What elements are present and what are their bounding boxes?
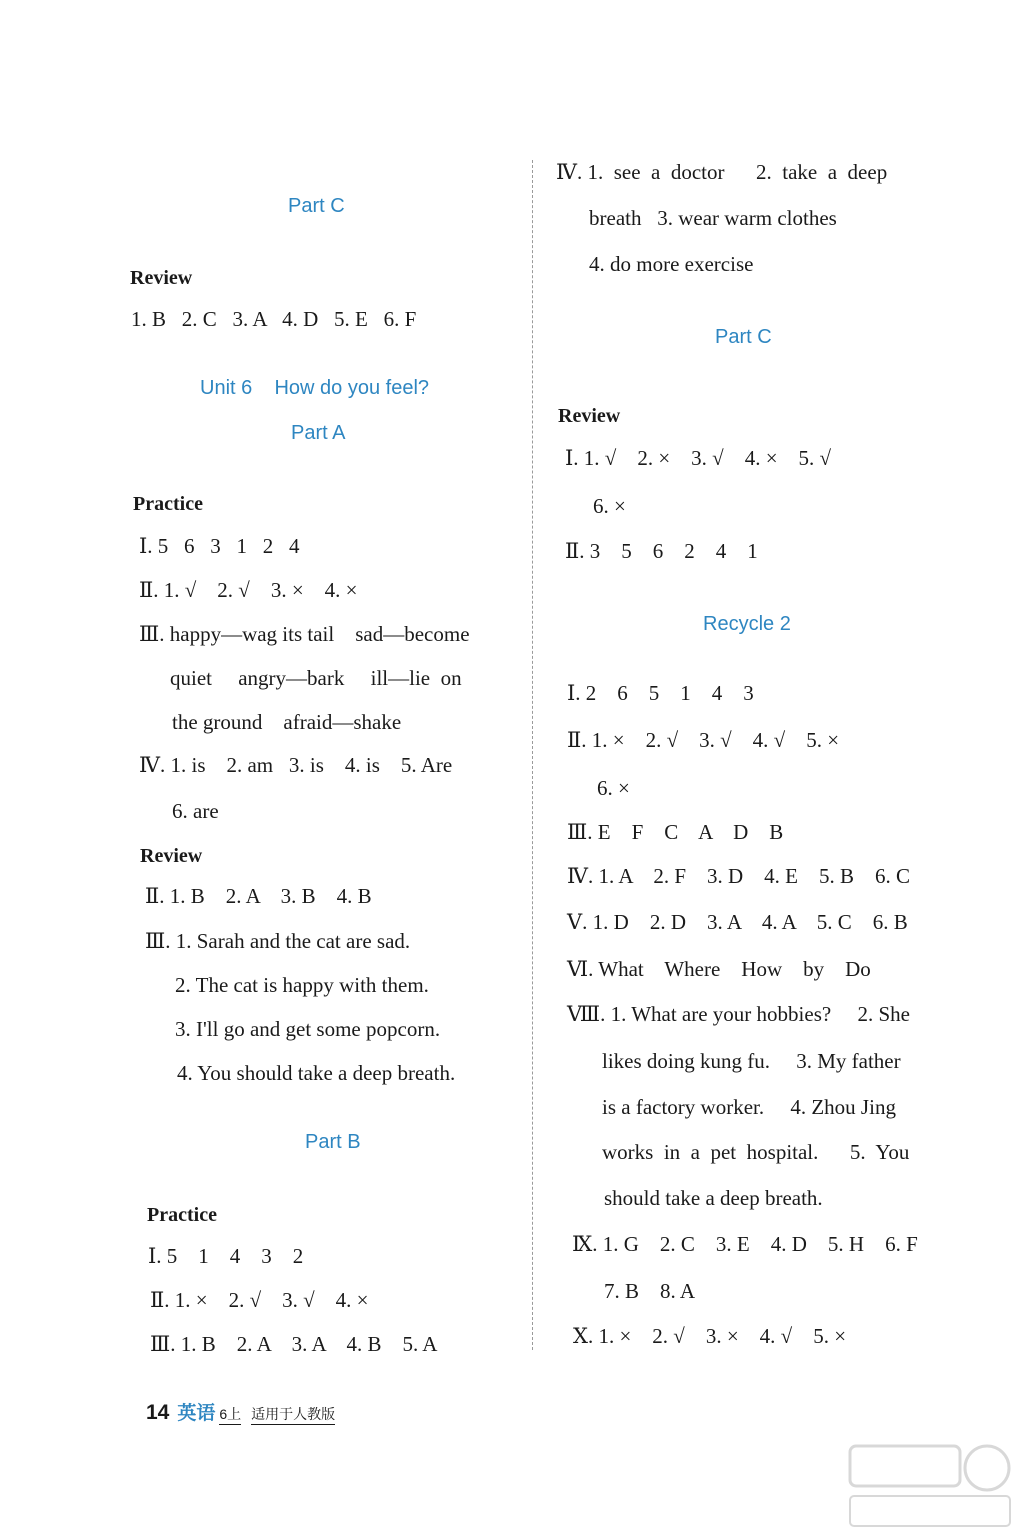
practice-line: Ⅳ. 1. is 2. am 3. is 4. is 5. Are [139, 753, 453, 777]
practice-line: quiet angry—bark ill—lie on [170, 666, 462, 690]
right-line: 4. do more exercise [589, 252, 754, 276]
review-line: 6. × [593, 494, 626, 518]
recycle-line: likes doing kung fu. 3. My father [602, 1049, 901, 1073]
recycle-line: Ⅹ. 1. × 2. √ 3. × 4. √ 5. × [573, 1324, 847, 1348]
right-line: breath 3. wear warm clothes [589, 206, 837, 230]
watermark-logo [842, 1440, 1017, 1532]
practice-line: Ⅱ. 1. × 2. √ 3. √ 4. × [150, 1288, 369, 1312]
left-review-heading: Review [130, 267, 193, 289]
recycle-line: works in a pet hospital. 5. You [602, 1140, 910, 1164]
recycle-line: Ⅷ. 1. What are your hobbies? 2. She [567, 1002, 910, 1026]
review-line: 3. I'll go and get some popcorn. [175, 1017, 441, 1041]
recycle-line: Ⅴ. 1. D 2. D 3. A 4. A 5. C 6. B [567, 910, 908, 934]
review-line: Ⅲ. 1. Sarah and the cat are sad. [145, 929, 411, 953]
review-line: Ⅱ. 3 5 6 2 4 1 [565, 539, 758, 563]
left-practice-heading: Practice [133, 493, 203, 515]
grade-label: 6上 [219, 1404, 241, 1425]
review-line: 4. You should take a deep breath. [177, 1061, 456, 1085]
subject-label: 英语 [177, 1403, 216, 1424]
edition-label: 适用于人教版 [251, 1404, 335, 1425]
left-review2-heading: Review [140, 845, 203, 867]
right-review-heading: Review [558, 405, 621, 427]
recycle-line: Ⅰ. 2 6 5 1 4 3 [567, 681, 754, 705]
recycle-line: Ⅲ. E F C A D B [567, 820, 784, 844]
recycle-line: Ⅵ. What Where How by Do [567, 957, 871, 981]
recycle-line: 7. B 8. A [604, 1279, 696, 1303]
recycle-line: is a factory worker. 4. Zhou Jing [602, 1095, 896, 1119]
practice-line: Ⅲ. happy—wag its tail sad—become [139, 622, 470, 646]
left-part-b-heading: Part B [305, 1131, 361, 1153]
practice-line: 6. are [172, 799, 219, 823]
left-part-a-heading: Part A [291, 422, 346, 444]
recycle-heading: Recycle 2 [703, 613, 791, 635]
right-line: Ⅳ. 1. see a doctor 2. take a deep [556, 160, 888, 184]
practice-line: the ground afraid—shake [172, 710, 402, 734]
recycle-line: Ⅳ. 1. A 2. F 3. D 4. E 5. B 6. C [567, 864, 911, 888]
practice-line: Ⅰ. 5 6 3 1 2 4 [139, 534, 300, 558]
left-review-answers: 1. B 2. C 3. A 4. D 5. E 6. F [131, 307, 417, 331]
practice-line: Ⅲ. 1. B 2. A 3. A 4. B 5. A [150, 1332, 438, 1356]
practice-line: Ⅱ. 1. √ 2. √ 3. × 4. × [139, 578, 358, 602]
recycle-line: Ⅸ. 1. G 2. C 3. E 4. D 5. H 6. F [572, 1232, 918, 1256]
review-line: Ⅱ. 1. B 2. A 3. B 4. B [145, 884, 372, 908]
review-line: 2. The cat is happy with them. [175, 973, 429, 997]
right-part-c-heading: Part C [715, 326, 772, 348]
practice-line: Ⅰ. 5 1 4 3 2 [148, 1244, 304, 1268]
unit-title: Unit 6 How do you feel? [200, 377, 430, 399]
left-part-c-heading: Part C [288, 195, 345, 217]
recycle-line: should take a deep breath. [604, 1186, 823, 1210]
recycle-line: Ⅱ. 1. × 2. √ 3. √ 4. √ 5. × [567, 728, 840, 752]
recycle-line: 6. × [597, 776, 630, 800]
review-line: Ⅰ. 1. √ 2. × 3. √ 4. × 5. √ [565, 446, 832, 470]
column-divider [532, 160, 533, 1350]
page-footer [146, 1398, 335, 1425]
left-practice2-heading: Practice [147, 1204, 217, 1226]
page-number: 14 [146, 1401, 170, 1424]
